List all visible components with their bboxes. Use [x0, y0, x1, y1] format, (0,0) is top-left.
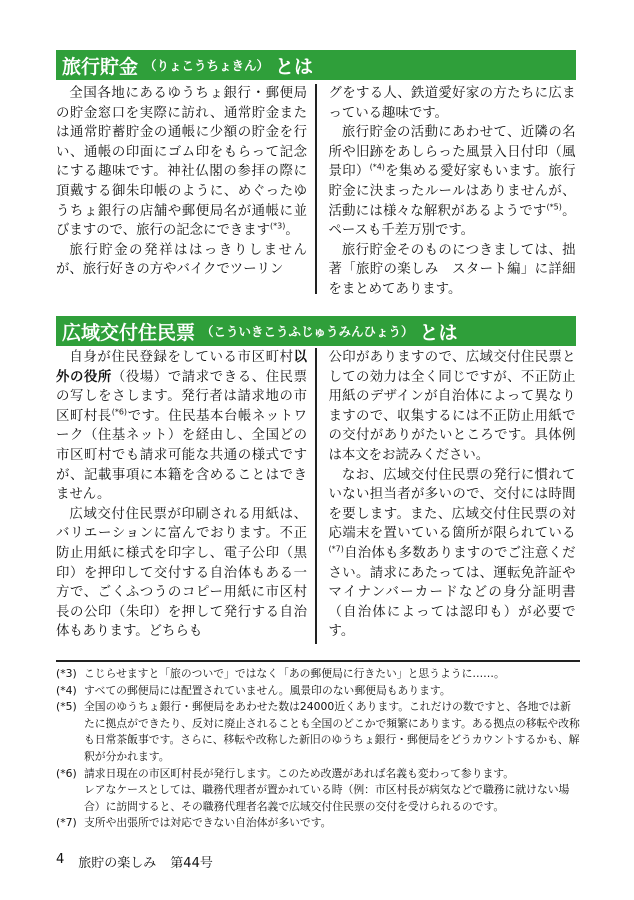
footnote-text: 支所や出張所では対応できない自治体が多いです。 [84, 816, 332, 830]
footnote [56, 683, 580, 700]
footnote-mark: (*7) [56, 816, 77, 830]
paragraph: グをする人、鉄道愛好家の方たちに広まっている趣味です。 [328, 86, 576, 121]
footnote-text: こじらせますと「旅のついで」ではなく「あの郵便局に行きたい」と思うように……。 [84, 667, 505, 680]
footnote-mark: (*6) [56, 766, 77, 780]
footnote-text: レアなケースとしては、職務代理者が置かれている時（例：市区村長が病気などで職務に就けない場合）に訪問すると、その職務代理者名義で広域交付住民票の交付を受けられるのです。 [84, 783, 570, 813]
footnote-text: すべての郵便局には配置されていません。風景印のない郵便局もあります。 [84, 683, 451, 697]
footnote-ref: (*3) [269, 221, 286, 231]
section-title: 広域交付住民票 [62, 321, 196, 344]
paragraph: 旅行貯金の発祥ははっきりしませんが、旅行好きの方やバイクでツーリン [56, 242, 307, 278]
footnote-ref: (*7) [328, 544, 344, 554]
text: 自身が住民登録をしている市区町村 [69, 350, 294, 365]
footnote-mark [56, 782, 84, 815]
paragraph: 旅行貯金そのものにつきましては、拙著「旅貯の楽しみ スタート編」に詳細をまとめてあります。 [328, 242, 576, 297]
footnote-mark: (*4) [56, 683, 77, 697]
text: 。ペースも千差万別です。 [328, 203, 576, 239]
issue-number: 第44号 [170, 856, 213, 871]
footnote [56, 666, 580, 683]
section-title-suffix: とは [275, 55, 314, 78]
section-header-travel-savings [56, 50, 576, 80]
footnote-ref: (*5) [546, 202, 562, 212]
footnotes [56, 660, 580, 832]
paragraph [329, 466, 576, 642]
column-right [317, 348, 576, 644]
text: 自治体も多数ありますのでご注意ください。請求にあたっては、運転免許証やマイナンバーカードなどの身分証明書（自治体によっては認印も）が必要です。 [328, 545, 576, 640]
text: 旅行貯金の活動にあわせて、近隣の名所や旧跡をあしらった風景入日付印（風景印） [328, 125, 576, 180]
paragraph [329, 123, 576, 241]
text: を集める愛好家もいます。旅行貯金に決まったルールはありませんが、活動には様々な解釈があるようです [328, 164, 576, 219]
text: 。 [285, 223, 299, 239]
footnote-mark: (*3) [56, 667, 77, 680]
text: 全国各地にあるゆうちょ銀行・郵便局の貯金窓口を実際に訪れ、通常貯金または通常貯蓄貯金の通帳に少額の貯金を行い、通帳の印面にゴム印をもらって記念にする趣味です。神社仏閣の参拝の際に頂戴する御朱印帳のように、めぐったゆうちょ銀行の店舗や郵便局名が通帳に並びますので、旅行の記念にできます [56, 86, 307, 239]
column-right [317, 84, 576, 297]
footnote-continuation [56, 782, 580, 815]
text: なお、広域交付住民票の発行に慣れていない担当者が多いので、交付には時間を要します。また、広域交付住民票の対応端末を置いている箇所が限られている [328, 467, 576, 542]
section-title-reading: （こういきこうふじゅうみんひょう） [201, 324, 414, 339]
footnote-text: 全国のゆうちょ銀行・郵便局をあわせた数は24000近くあります。これだけの数ですと、各地では新たに拠点ができたり、反対に廃止されることも全国のどこかで頻繁にあります。ある拠点の移転や改称も日常茶飯事です。さらに、移転や改称した新旧のゆうちょ銀行・郵便局をどうカウントするかも、解釈が分かれます。 [84, 700, 580, 763]
footnote [56, 699, 580, 765]
publication-title: 旅貯の楽しみ [78, 856, 157, 871]
section-header-wide-area-resident-card [56, 316, 576, 346]
footnote-text: 請求日現在の市区町村長が発行します。このため改選があれば名義も変わって参ります。 [84, 766, 515, 780]
paragraph [56, 84, 307, 241]
footnote-ref: (*6) [111, 407, 128, 417]
section-body-travel-savings [56, 84, 576, 297]
footnote [56, 766, 580, 783]
section-title: 旅行貯金 [62, 55, 139, 78]
section-title-suffix: とは [419, 321, 458, 344]
page-footer [56, 852, 213, 871]
footnote-ref: (*4) [369, 162, 385, 172]
paragraph: 公印がありますので、広域交付住民票としての効力は全く同じですが、不正防止用紙のデザインが自治体によって異なりますので、収集するには不正防止用紙での交付がありがたいところです。具体例は本文をお読みください。 [328, 350, 576, 463]
column-left [56, 84, 315, 294]
footnote [56, 815, 580, 832]
text: （役場）で請求できる、住民票の写しをさします。発行者は請求地の市区町村長 [56, 369, 308, 424]
paragraph [56, 348, 307, 505]
paragraph: 広域交付住民票が印刷される用紙は、バリエーションに富んでおります。不正防止用紙に様式を印字し、電子公印（黒印）を押印して交付する自治体もある一方で、ごくふつうのコピー用紙に市区村長の公印（朱印）を押して発行する自治体もあります。どちらも [56, 506, 307, 640]
section-body-wide-area-resident-card [56, 348, 576, 644]
emphasis-text: 以外の役所 [56, 350, 307, 385]
column-left [56, 348, 315, 644]
page-number: 4 [56, 852, 65, 867]
text: です。住民基本台帳ネットワーク（住基ネット）を経由し、全国どの市区町村でも請求可能な共通の様式ですが、記載事項に本籍を含めることはできません。 [56, 408, 307, 503]
footnote-mark: (*5) [56, 700, 77, 714]
section-title-reading: （りょこうちょきん） [144, 58, 270, 73]
